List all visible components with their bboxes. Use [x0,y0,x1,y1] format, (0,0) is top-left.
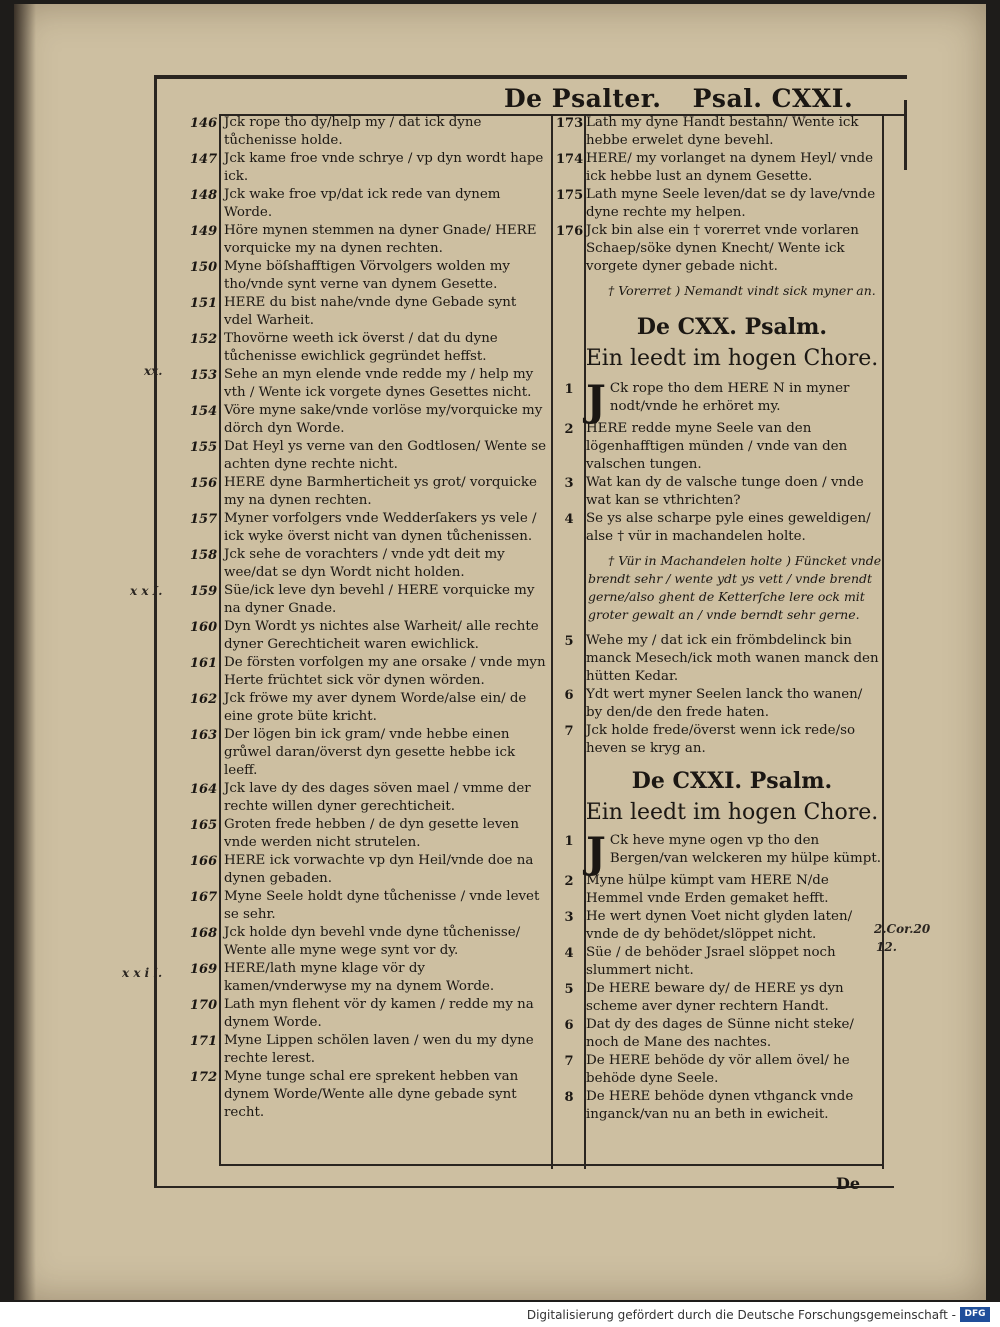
psalm-subtitle: Ein leedt im hogen Chore. [585,800,879,825]
verse-number: 155 [190,440,218,455]
verse-text: Wehe my / dat ick ein frömbdelinck bin manck Mesech/ick moth wanen manck den hütten Kedar. [586,633,879,684]
verse-number: 169 [190,962,218,977]
verse [190,888,548,924]
dfg-logo: DFG [960,1307,990,1322]
verse [190,852,548,888]
verse [190,960,548,996]
frame-left-rule [154,75,157,1187]
verse-text-block [582,376,882,425]
verse [556,510,882,546]
verse-number: 152 [190,332,218,347]
frame-bottom-rule [154,1186,894,1188]
verse [190,1032,548,1068]
verse-text: Thovörne weeth ick överst / dat du dyne tůchenisse ewichlick gegründet heffst. [224,331,498,364]
verse [556,150,882,186]
verse-number: 172 [190,1070,218,1085]
verse-text: Vöre myne sake/vnde vorlöse my/vorquicke my dörch dyn Worde. [224,403,543,436]
verse [190,186,548,222]
verse [190,996,548,1032]
verse-text: HERE redde myne Seele van den lögenhafftigen münden / vnde van den valschen tungen. [586,421,848,472]
verse-text: Lath my dyne Handt bestahn/ Wente ick hebbe erwelet dyne bevehl. [586,115,859,148]
verse [556,828,882,877]
verse-number: 173 [556,116,584,131]
verse [556,1016,882,1052]
verse [190,924,548,960]
verse-number: 158 [190,548,218,563]
verse [556,980,882,1016]
verse-number: 154 [190,404,218,419]
catchword: De [836,1174,861,1193]
verse [556,686,882,722]
verse-text: Jck holde frede/överst wenn ick rede/so heven se kryg an. [586,723,856,756]
verse-text: Myner vorfolgers vnde Wedderſakers ys vele / ick wyke överst nicht van dynen tůchenissen. [224,511,537,544]
verse-text: Lath myne Seele leven/dat se dy lave/vnde dyne rechte my helpen. [586,187,876,220]
verse-text: Myne hülpe kümpt vam HERE N/de Hemmel vnde Erden gemaket hefft. [586,873,829,906]
margin-note-xx: xx. [144,364,163,378]
verse-text: Dat dy des dages de Sünne nicht steke/ noch de Mane des nachtes. [586,1017,854,1050]
verse-text: Süe/ick leve dyn bevehl / HERE vorquicke my na dyner Gnade. [224,583,535,616]
running-head-right: Psal. CXXI. [692,84,854,113]
verse-number: 160 [190,620,218,635]
margin-note-cor: 2.Cor.20 [874,922,931,936]
verse-number: 3 [564,910,574,925]
footer-credit: Digitalisierung gefördert durch die Deutsche Forschungsgemeinschaft - [526,1308,956,1322]
right-column [556,114,882,1124]
verse-number: 167 [190,890,218,905]
verse [556,420,882,474]
verse [190,654,548,690]
verse [190,438,548,474]
verse-text: Jck kame froe vnde schrye / vp dyn wordt hape ick. [224,151,544,184]
verse-text: Jck sehe de vorachters / vnde ydt deit my wee/dat se dyn Wordt nicht holden. [224,547,505,580]
column-rule [882,114,884,1169]
verse-text: Dyn Wordt ys nichtes alse Warheit/ alle rechte dyner Gerechticheit waren ewichlick. [224,619,539,652]
verse [190,258,548,294]
verse-number: 171 [190,1034,218,1049]
verse-text: Jck bin alse ein † vorerret vnde vorlaren Schaep/söke dynen Knecht/ Wente ick vorgete dyner gebade nicht. [586,223,859,274]
verse-text: Lath myn flehent vör dy kamen / redde my na dynem Worde. [224,997,534,1030]
verse-number: 174 [556,152,584,167]
verse-text: De HERE behöde dynen vthganck vnde inganck/van nu an beth in ewicheit. [586,1089,854,1122]
verse-text: Jck holde dyn bevehl vnde dyne tůchenisse/ Wente alle myne wege synt vor dy. [224,925,521,958]
column-rule [551,114,553,1169]
verse-number: 159 [190,584,218,599]
verse-number: 4 [564,512,574,527]
verse [556,186,882,222]
margin-note-cor-b: 12. [876,940,897,954]
verse [190,1068,548,1122]
verse-number: 4 [564,946,574,961]
verse-number: 153 [190,368,218,383]
verse-number: 6 [564,1018,574,1033]
verse [190,114,548,150]
verse-number: 170 [190,998,218,1013]
verse [190,582,548,618]
verse-text: Jck wake froe vp/dat ick rede van dynem Worde. [224,187,501,220]
verse-text: HERE/lath myne klage vör dy kamen/vnderwyse my na dynem Worde. [224,961,495,994]
verse [556,474,882,510]
verse-number: 7 [564,724,574,739]
verse-text: Dat Heyl ys verne van den Godtlosen/ Wente se achten dyne rechte nicht. [224,439,547,472]
verse-number: 5 [564,634,574,649]
verse-text: He wert dynen Voet nicht glyden laten/ vnde de dy behödet/slöppet nicht. [586,909,853,942]
verse [556,632,882,686]
verse-number: 161 [190,656,218,671]
verse-number: 151 [190,296,218,311]
verse-text: Der lögen bin ick gram/ vnde hebbe einen grůwel daran/överst dyn gesette hebbe ick leeff. [224,727,516,778]
margin-note-xxii: x x i i. [122,966,163,980]
verse-number: 164 [190,782,218,797]
verse-text: HERE ick vorwachte vp dyn Heil/vnde doe na dynen gebaden. [224,853,534,886]
verse-text: Süe / de behöder Jsrael slöppet noch slummert nicht. [586,945,836,978]
drop-initial: J [586,828,606,877]
verse [556,114,882,150]
verse [190,330,548,366]
gloss-note: † Vür in Machandelen holte ) Füncket vnde brendt sehr / wente ydt ys vett / vnde brendt gerne/also ghent de Ketterſche lere ock mit groter gewalt an / vnde berndt sehr gerne. [588,553,882,622]
inner-bottom-rule [219,1164,882,1166]
verse-number: 149 [190,224,218,239]
verse-number: 2 [564,874,574,889]
verse [556,722,882,758]
verse-text: De försten vorfolgen my ane orsake / vnde myn Herte früchtet sick vör dynen wörden. [224,655,546,688]
gloss-note: † Vorerret ) Nemandt vindt sick myner an. [608,283,876,298]
verse-number: 7 [564,1054,574,1069]
verse-number: 148 [190,188,218,203]
verse [556,376,882,425]
header-rule [154,75,907,79]
psalm-subtitle: Ein leedt im hogen Chore. [585,346,879,371]
verse [190,222,548,258]
verse-text: HERE dyne Barmherticheit ys grot/ vorquicke my na dynen rechten. [224,475,537,508]
verse-number: 1 [564,382,574,397]
verse [556,222,882,276]
verse-text: Jck rope tho dy/help my / dat ick dyne tůchenisse holde. [224,115,482,148]
verse-number: 162 [190,692,218,707]
margin-note-xxi: x x I. [130,584,163,598]
verse [190,726,548,780]
verse [190,510,548,546]
verse-text: Höre mynen stemmen na dyner Gnade/ HERE vorquicke my na dynen rechten. [224,223,537,256]
verse [556,1052,882,1088]
verse-number: 6 [564,688,574,703]
verse [190,690,548,726]
verse [190,618,548,654]
drop-initial: J [586,376,606,425]
verse-number: 147 [190,152,218,167]
verse-text-block [582,828,882,877]
verse-number: 156 [190,476,218,491]
verse-text: Myne böſshafftigen Vörvolgers wolden my tho/vnde synt verne van dynem Gesette. [224,259,510,292]
running-head [504,84,854,114]
verse-number: 3 [564,476,574,491]
book-page [14,4,986,1300]
verse [190,546,548,582]
verse-text: Myne Seele holdt dyne tůchenisse / vnde levet se sehr. [224,889,540,922]
verse-text: De HERE behöde dy vör allem övel/ he behöde dyne Seele. [586,1053,850,1086]
verse-number: 175 [556,188,584,203]
gutter-shadow [14,4,36,1300]
verse-text: Se ys alse scharpe pyle eines geweldigen/ alse † vür in machandelen holte. [586,511,871,544]
verse-text: HERE du bist nahe/vnde dyne Gebade synt vdel Warheit. [224,295,517,328]
verse-number: 1 [564,834,574,849]
verse-number: 8 [564,1090,574,1105]
verse [190,294,548,330]
verse-text: De HERE beware dy/ de HERE ys dyn scheme aver dyner rechtern Handt. [586,981,844,1014]
verse-text: Sehe an myn elende vnde redde my / help my vth / Wente ick vorgete dynes Gesettes nicht. [224,367,534,400]
verse-text: HERE/ my vorlanget na dynem Heyl/ vnde ick hebbe lust an dynem Gesette. [586,151,874,184]
verse-number: 166 [190,854,218,869]
left-column [190,114,548,1122]
verse-text: Myne Lippen schölen laven / wen du my dyne rechte lerest. [224,1033,534,1066]
verse-number: 157 [190,512,218,527]
verse [556,944,882,980]
footer-bar [0,1302,1000,1327]
verse [190,474,548,510]
verse-number: 150 [190,260,218,275]
verse [556,908,882,944]
verse-number: 168 [190,926,218,941]
verse-text: Wat kan dy de valsche tunge doen / vnde wat kan se vthrichten? [586,475,864,508]
verse-number: 5 [564,982,574,997]
verse-text: Myne tunge schal ere sprekent hebben van dynem Worde/Wente alle dyne gebade synt recht. [224,1069,519,1120]
verse-number: 146 [190,116,218,131]
verse-number: 165 [190,818,218,833]
verse [556,872,882,908]
verse-number: 2 [564,422,574,437]
verse [190,780,548,816]
verse-number: 163 [190,728,218,743]
verse-text: Jck fröwe my aver dynem Worde/alse ein/ de eine grote büte kricht. [224,691,527,724]
verse [556,1088,882,1124]
verse-number: 176 [556,224,584,239]
verse [190,366,548,402]
verse-text: Ck heve myne ogen vp tho den Bergen/van welckeren my hülpe kümpt. [609,833,881,866]
verse-text: Jck lave dy des dages söven mael / vmme der rechte willen dyner gerechticheit. [224,781,531,814]
verse-text: Ck rope tho dem HERE N in myner nodt/vnde he erhöret my. [609,381,850,414]
verse-text: Ydt wert myner Seelen lanck tho wanen/ by den/de den frede haten. [586,687,863,720]
frame-right-rule [904,100,907,170]
verse [190,816,548,852]
psalm-title: De CXXI. Psalm. [631,768,833,794]
running-head-left: De Psalter. [504,84,662,113]
verse [190,150,548,186]
verse [190,402,548,438]
verse-text: Groten frede hebben / de dyn gesette leven vnde werden nicht strutelen. [224,817,519,850]
psalm-title: De CXX. Psalm. [636,314,828,340]
